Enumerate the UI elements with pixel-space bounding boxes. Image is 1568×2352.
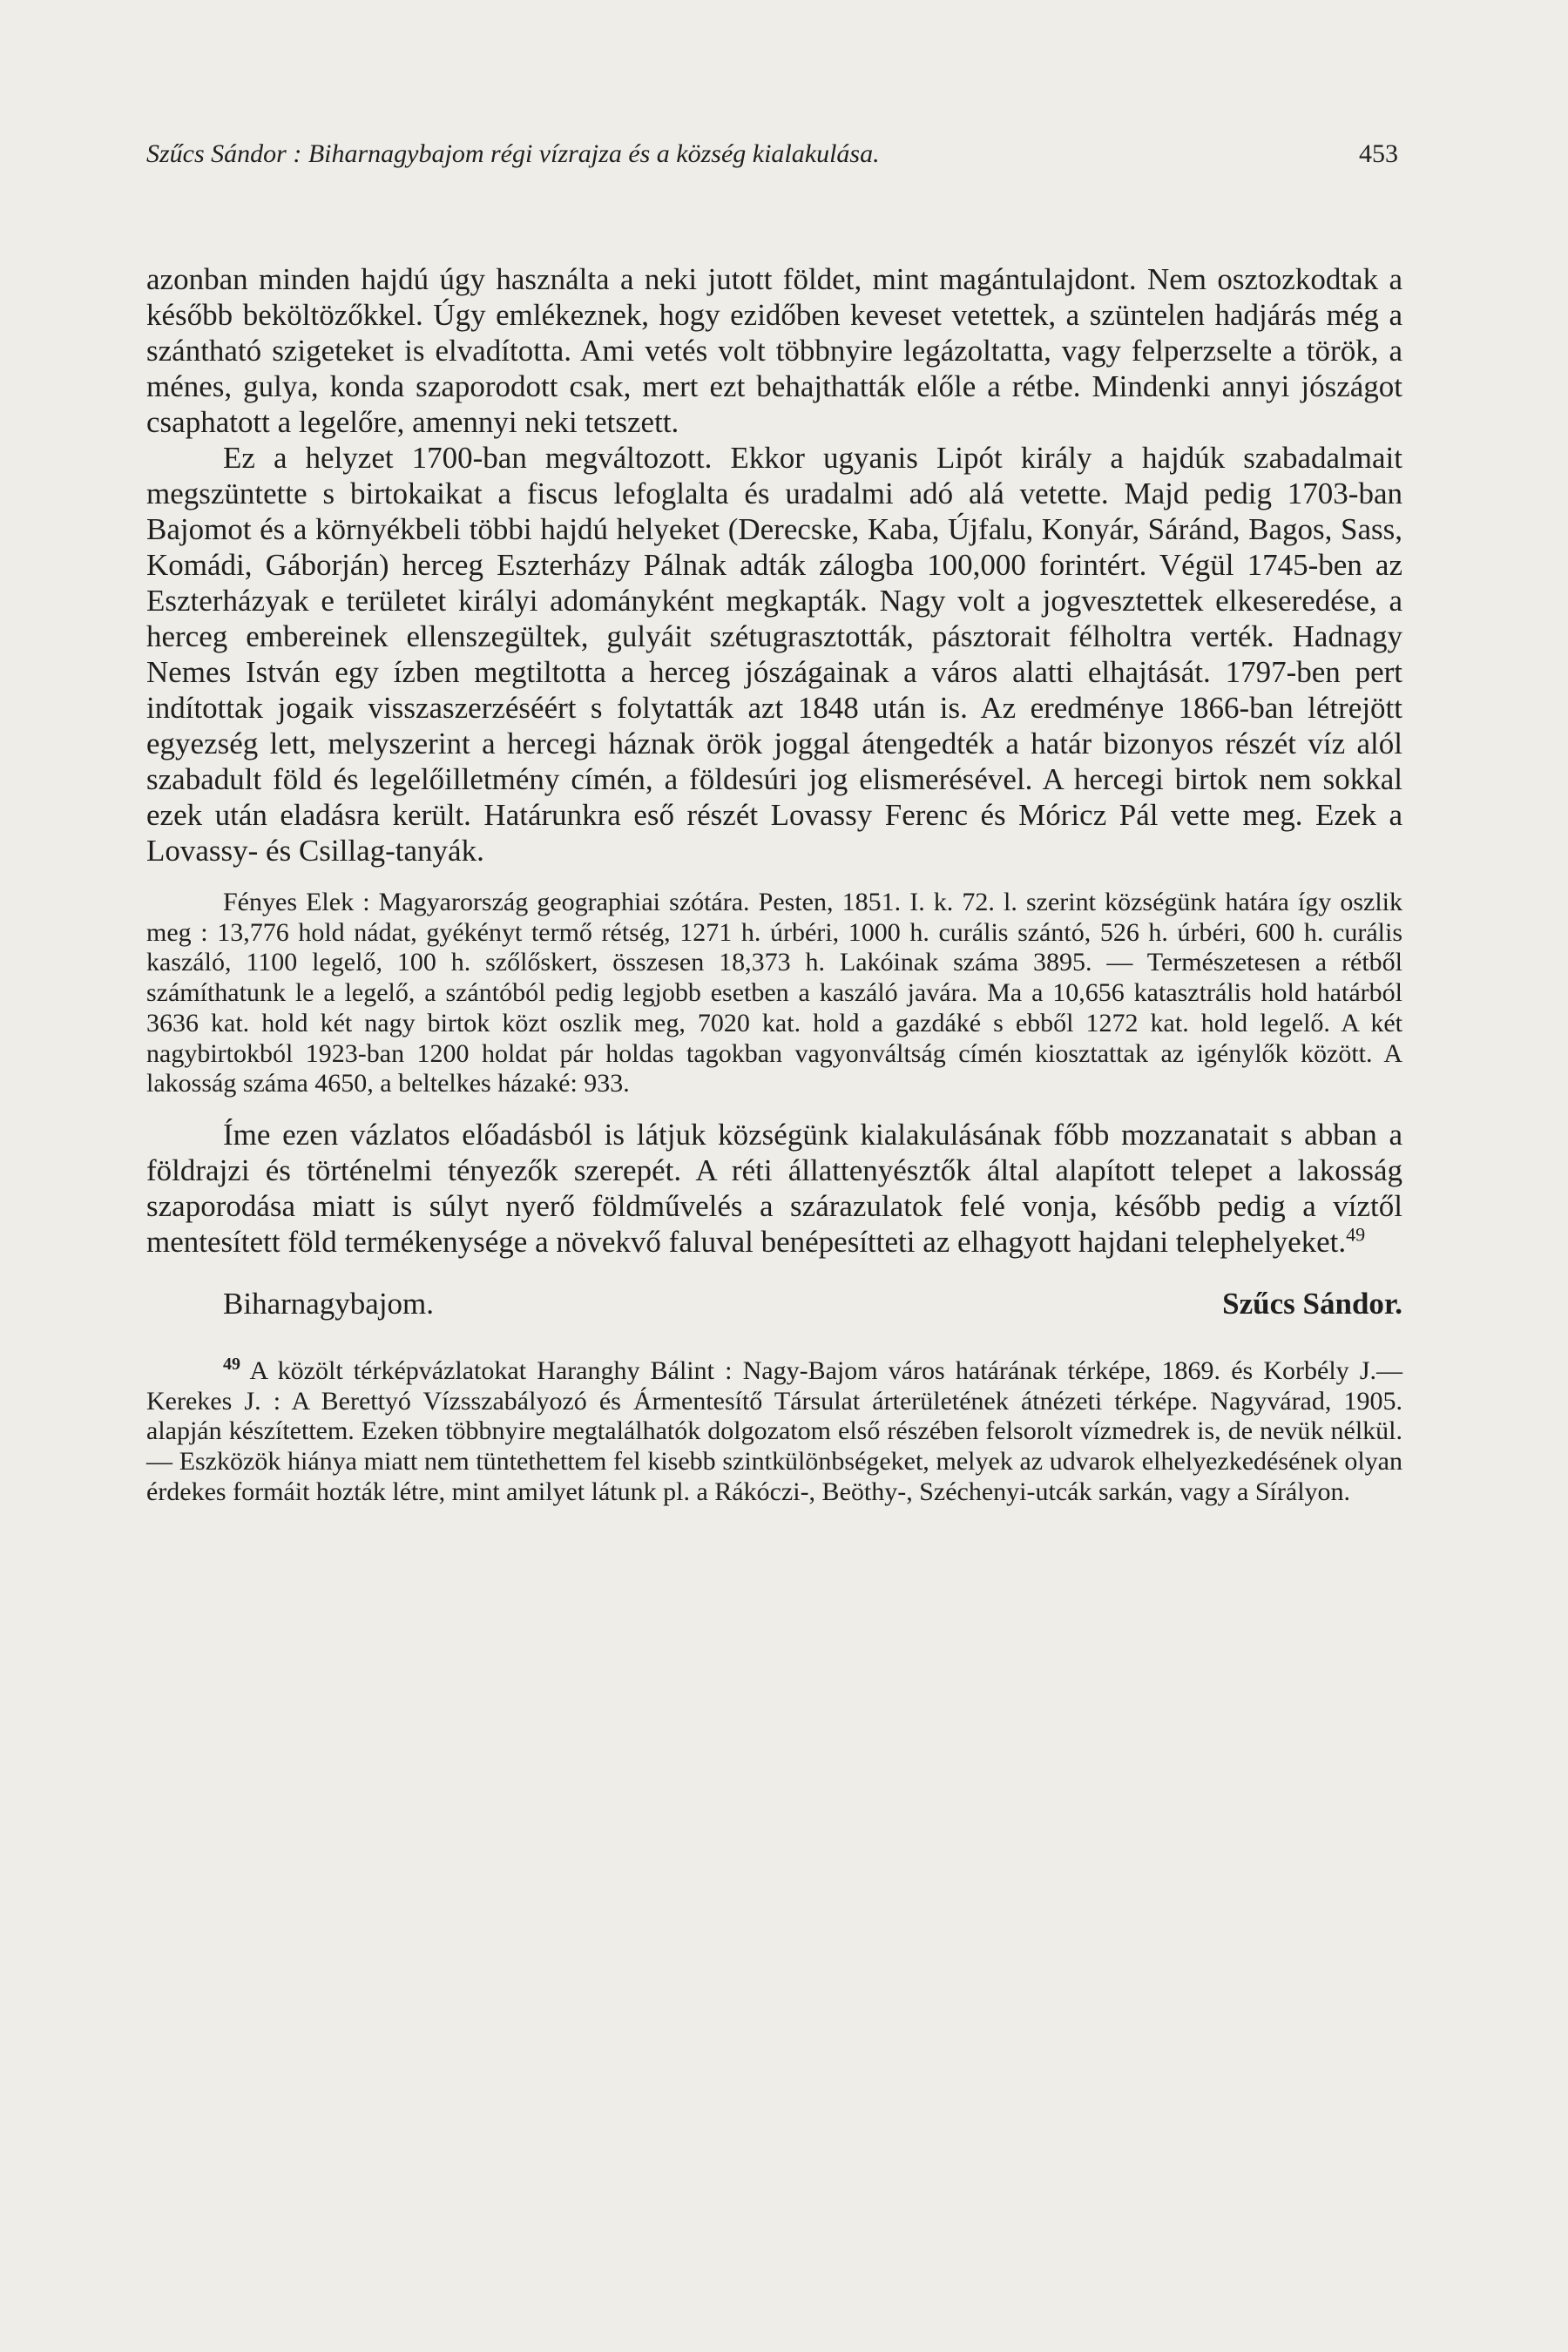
page-content bbox=[146, 261, 1402, 1507]
footnote-49 bbox=[146, 1356, 1402, 1508]
running-header bbox=[146, 139, 1398, 178]
page-number: 453 bbox=[1359, 139, 1398, 168]
running-title: Szűcs Sándor : Biharnagybajom régi vízrajza és a község kialakulása. bbox=[146, 139, 880, 168]
signature-row bbox=[146, 1286, 1402, 1321]
closing-text: Íme ezen vázlatos előadásból is látjuk községünk kialakulásának főbb mozzanatait s abban a földrajzi és történelmi tényezők szerepét. A réti állattenyésztők által alapított telepet a lakosság szaporodása miatt is súlyt nyerő földművelés a szárazulatok felé vonja, később pedig a víztől mentesített föld termékenysége a növekvő faluval benépesítteti az elhagyott hajdani telephelyeket. bbox=[146, 1117, 1402, 1259]
paragraph-closing bbox=[146, 1117, 1402, 1260]
footnote-49-text: A közölt térképvázlatokat Haranghy Bálint : Nagy-Bajom város határának térképe, 1869. és Korbély J.—Kerekes J. : A Berettyó Vízsszabályozó és Ármentesítő Társulat árterületének átnézeti térképe. Nagyvárad, 1905. alapján készítettem. Ezeken többnyire megtalálhatók dolgozatom első részében felsorolt vízmedrek is, de nevük nélkül. — Eszközök hiánya miatt nem tüntethettem fel kisebb szintkülönbségeket, melyek az udvarok elhelyezkedésének olyan érdekes formáit hozták létre, mint amilyet látunk pl. a Rákóczi-, Beöthy-, Széchenyi-utcák sarkán, vagy a Sírályon. bbox=[146, 1355, 1402, 1506]
footnote-marker: 49 bbox=[223, 1354, 240, 1374]
signature-place: Biharnagybajom. bbox=[223, 1286, 435, 1321]
signature-author: Szűcs Sándor. bbox=[1222, 1286, 1402, 1321]
footnote-fenyes: Fényes Elek : Magyarország geographiai szótára. Pesten, 1851. I. k. 72. l. szerint községünk határa így oszlik meg : 13,776 hold nádat, gyékényt termő rétség, 1271 h. úrbéri, 1000 h. curális szántó, 526 h. úrbéri, 600 h. curális kaszáló, 1100 legelő, 100 h. szőlőskert, összesen 18,373 h. Lakóinak száma 3895. — Természetesen a rétből számíthatunk le a legelő, a szántóból pedig legjobb esetben a kaszáló javára. Ma a 10,656 katasztrális hold határból 3636 kat. hold két nagy birtok közt oszlik meg, 7020 kat. hold a gazdáké s ebből 1272 kat. hold legelő. A két nagybirtokból 1923-ban 1200 holdat pár holdas tagokban vagyonváltság címén kiosztattak az igénylők között. A lakosság száma 4650, a beltelkes házaké: 933. bbox=[146, 888, 1402, 1098]
paragraph-continuation: azonban minden hajdú úgy használta a neki jutott földet, mint magántulajdont. Nem osztozkodtak a később beköltözőkkel. Úgy emlékeznek, hogy ezidőben keveset vetettek, a szüntelen hadjárás még a szántható szigeteket is elvadította. Ami vetés volt többnyire legázoltatta, vagy felperzselte a török, a ménes, gulya, konda szaporodott csak, mert ezt behajthatták előle a rétbe. Mindenki annyi jószágot csaphatott a legelőre, amennyi neki tetszett. bbox=[146, 262, 1402, 439]
paragraph-history: Ez a helyzet 1700-ban megváltozott. Ekkor ugyanis Lipót király a hajdúk szabadalmait megszüntette s birtokaikat a fiscus lefoglalta és uradalmi adó alá vetette. Majd pedig 1703-ban Bajomot és a környékbeli többi hajdú helyeket (Derecske, Kaba, Újfalu, Konyár, Sáránd, Bagos, Sass, Komádi, Gáborján) herceg Eszterházy Pálnak adták zálogba 100,000 forintért. Végül 1745-ben az Eszterházyak e területet királyi adományként megkapták. Nagy volt a jogvesztettek elkeseredése, a herceg embereinek ellenszegültek, gulyáit szétugrasztották, pásztorait félholtra verték. Hadnagy Nemes István egy ízben megtiltotta a herceg jószágainak a város alatti elhajtását. 1797-ben pert indítottak jogaik visszaszerzéséért s folytatták azt 1848 után is. Az eredménye 1866-ban létrejött egyezség lett, melyszerint a hercegi háznak örök joggal átengedték a határ bizonyos részét víz alól szabadult föld és legelőilletmény címén, a földesúri jog elismerésével. A hercegi birtok nem sokkal ezek után eladásra került. Határunkra eső részét Lovassy Ferenc és Móricz Pál vette meg. Ezek a Lovassy- és Csillag-tanyák. bbox=[146, 441, 1402, 868]
footnote-reference: 49 bbox=[1346, 1223, 1366, 1246]
